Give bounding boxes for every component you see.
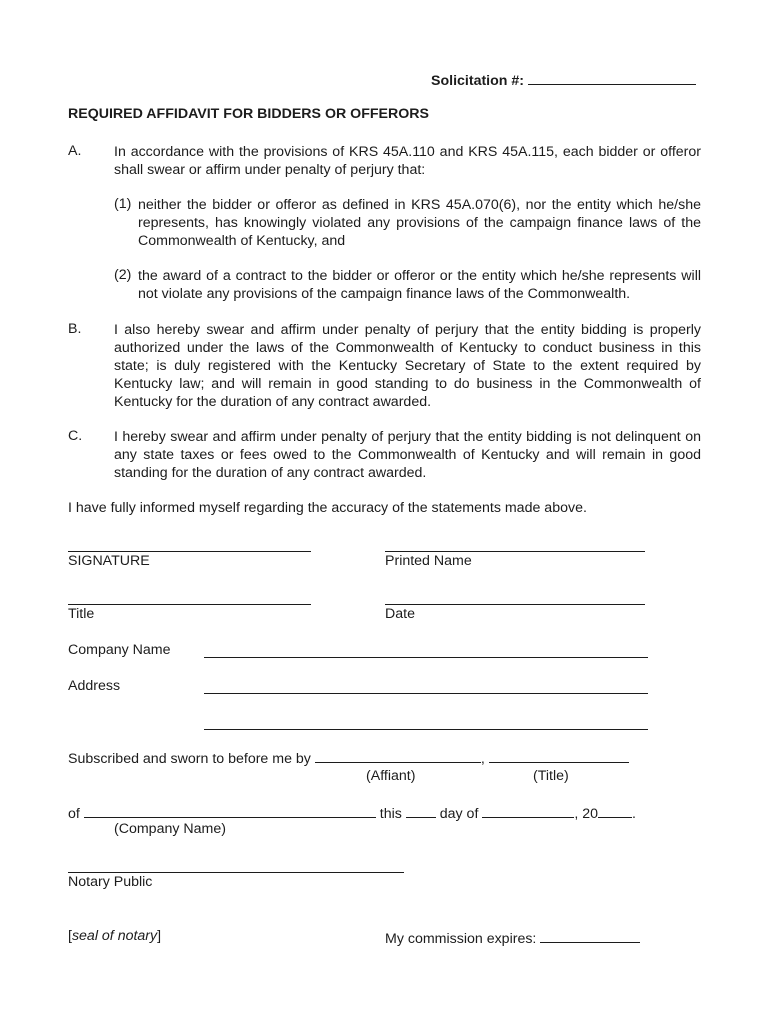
- affiant-comma: ,: [480, 751, 485, 767]
- day-field[interactable]: [406, 803, 436, 818]
- section-c-label: C.: [68, 428, 83, 444]
- seal-text: seal of notary: [71, 928, 158, 944]
- section-c-text: I hereby swear and affirm under penalty of perjury that the entity bidding is not delinquent on any state taxes or fees owed to the Commonwealth of Kentucky and will remain in good standing for the duration of any contract awarded.: [114, 429, 701, 481]
- signature-label: SIGNATURE: [68, 553, 150, 569]
- date-label: Date: [385, 606, 415, 622]
- company-date-line: [68, 803, 636, 822]
- year-prefix: , 20: [574, 806, 599, 822]
- year-period: .: [632, 806, 636, 822]
- month-field[interactable]: [482, 803, 574, 818]
- section-b-text: I also hereby swear and affirm under penalty of perjury that the entity bidding is properly authorized under the laws of the Commonwealth of Kentucky to conduct business in this state; is duly registered with the Kentucky Secretary of State to the extent required by Kentucky law; and will remain in good standing to do business in the Commonwealth of Kentucky for the duration of any contract awarded.: [114, 322, 701, 410]
- address-line-1[interactable]: [204, 693, 648, 694]
- section-a-text: In accordance with the provisions of KRS 45A.110 and KRS 45A.115, each bidder or offeror shall swear or affirm under penalty of perjury that:: [114, 144, 701, 178]
- item-1-number: (1): [114, 196, 132, 212]
- company-name-label: Company Name: [68, 642, 171, 658]
- seal-open-bracket: [: [68, 928, 72, 944]
- signature-line[interactable]: [68, 551, 311, 552]
- notary-signature-line[interactable]: [68, 872, 404, 873]
- document-title: REQUIRED AFFIDAVIT FOR BIDDERS OR OFFERORS: [68, 106, 429, 122]
- commission-label: My commission expires:: [385, 931, 537, 947]
- title-label: Title: [68, 606, 95, 622]
- of-text: of: [68, 806, 80, 822]
- affiant-field[interactable]: [315, 748, 481, 763]
- notary-public-label: Notary Public: [68, 874, 153, 890]
- printed-name-line[interactable]: [385, 551, 645, 552]
- printed-name-label: Printed Name: [385, 553, 472, 569]
- year-field[interactable]: [598, 803, 632, 818]
- commission-line: [385, 928, 640, 947]
- solicitation-label: Solicitation #:: [431, 73, 525, 89]
- accuracy-statement: I have fully informed myself regarding the accuracy of the statements made above.: [68, 500, 587, 516]
- day-of-text: day of: [439, 806, 479, 822]
- item-1-text: neither the bidder or offeror as defined in KRS 45A.070(6), nor the entity which he/she represents, has knowingly violated any provisions of the campaign finance laws of the Commonwealth of Kentucky, and: [138, 197, 701, 249]
- date-line[interactable]: [385, 604, 645, 605]
- address-label: Address: [68, 678, 121, 694]
- address-line-2[interactable]: [204, 729, 648, 730]
- notary-company-field[interactable]: [84, 803, 376, 818]
- subscribed-line: [68, 748, 629, 767]
- solicitation-number: [431, 70, 696, 89]
- solicitation-number-field[interactable]: [528, 70, 696, 85]
- item-2-text: the award of a contract to the bidder or offeror or the entity which he/she represents will not violate any provisions of the campaign finance laws of the Commonwealth.: [138, 268, 701, 302]
- title-line[interactable]: [68, 604, 311, 605]
- seal-close-bracket: ]: [157, 928, 162, 944]
- subscribed-text: Subscribed and sworn to before me by: [68, 751, 311, 767]
- title-caption: (Title): [533, 768, 569, 784]
- affiant-title-field[interactable]: [489, 748, 629, 763]
- item-2-number: (2): [114, 267, 132, 283]
- this-text: this: [379, 806, 402, 822]
- section-a-label: A.: [68, 143, 82, 159]
- company-caption: (Company Name): [114, 821, 226, 837]
- section-b-label: B.: [68, 321, 82, 337]
- commission-expiry-field[interactable]: [540, 928, 640, 943]
- company-name-line[interactable]: [204, 657, 648, 658]
- seal-of-notary: [68, 928, 161, 944]
- affiant-caption: (Affiant): [366, 768, 416, 784]
